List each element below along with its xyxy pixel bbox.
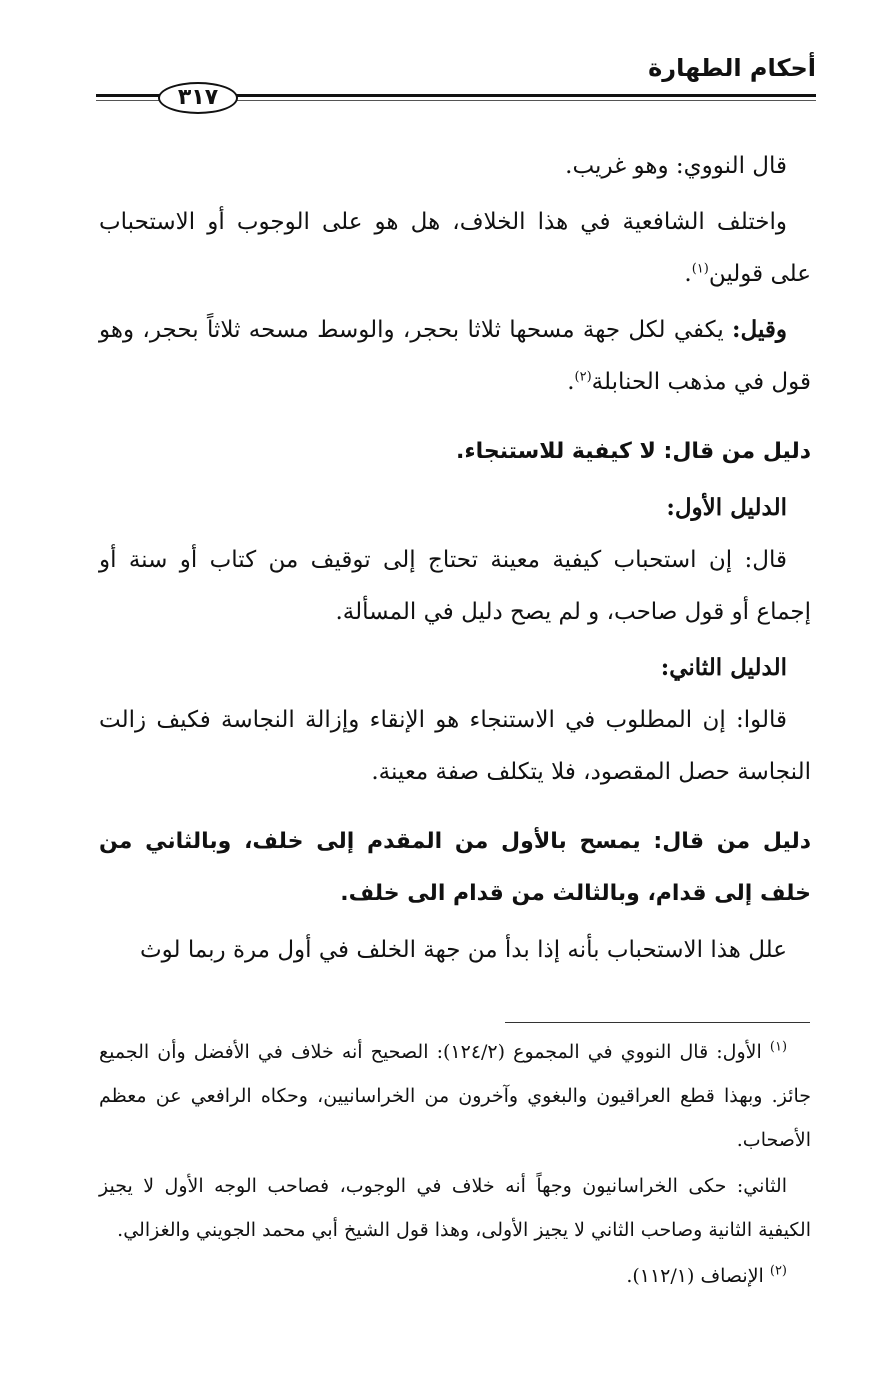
page-number: ٣١٧ [158, 82, 238, 114]
footnote [99, 1254, 811, 1298]
section-heading: دليل من قال: يمسح بالأول من المقدم إلى خلف، وبالثاني من خلف إلى قدام، وبالثالث من قدام الى خلف. [99, 829, 811, 906]
paragraph-text: يكفي لكل جهة مسحها ثلاثا بحجر، والوسط مسحه ثلاثاً بحجر، وهو قول في مذهب الحنابلة [99, 317, 811, 395]
paragraph-text: قال النووي: وهو غريب. [565, 153, 787, 179]
running-title: أحكام الطهارة [648, 54, 816, 82]
sub-heading: الدليل الأول: [666, 494, 787, 521]
footnote-continuation: الثاني: حكى الخراسانيون وجهاً أنه خلاف في الوجوب، فصاحب الوجه الأول لا يجيز الكيفية الثانية وصاحب الثاني لا يجيز الأولى، وهذا قول الشيخ أبي محمد الجويني والغزالي. [99, 1175, 811, 1241]
footnote-mark: (٢) [769, 1263, 787, 1279]
sub-heading: الدليل الثاني: [660, 654, 787, 681]
footnote-text: الأول: قال النووي في المجموع (١٢٤/٢): الصحيح أنه خلاف في الأفضل وأن الجميع جائز. وبهذا قطع العراقيون والبغوي وآخرون من الخراسانيين، وحكاه الرافعي عن معظم الأصحاب. [99, 1041, 811, 1151]
section-heading: دليل من قال: لا كيفية للاستنجاء. [455, 439, 811, 464]
paragraph-text: واختلف الشافعية في هذا الخلاف، هل هو على الوجوب أو الاستحباب على قولين [99, 209, 811, 287]
paragraph: علل هذا الاستحباب بأنه إذا بدأ من جهة الخلف في أول مرة ربما لوث [139, 937, 787, 963]
paragraph-lead: وقيل: [732, 316, 787, 343]
paragraph [99, 304, 811, 408]
footnote-ref: (١) [691, 261, 709, 277]
paragraph: قالوا: إن المطلوب في الاستنجاء هو الإنقاء وإزالة النجاسة فكيف زالت النجاسة حصل المقصود، فلا يتكلف صفة معينة. [99, 707, 811, 785]
footnote-text: الإنصاف (١١٢/١). [626, 1265, 770, 1287]
page-header [96, 52, 816, 112]
paragraph [99, 140, 811, 192]
footnote [99, 1030, 811, 1162]
main-text [99, 140, 811, 980]
footnote-separator [505, 1022, 810, 1023]
footnote-mark: (١) [769, 1039, 788, 1055]
paragraph: قال: إن استحباب كيفية معينة تحتاج إلى توقيف من كتاب أو سنة أو إجماع أو قول صاحب، و لم يصح دليل في المسألة. [99, 547, 811, 625]
paragraph [99, 196, 811, 300]
footnote-ref: (٢) [574, 369, 592, 385]
paragraph-end: . [684, 261, 692, 287]
footnotes [99, 1030, 811, 1300]
paragraph-end: . [567, 369, 575, 395]
